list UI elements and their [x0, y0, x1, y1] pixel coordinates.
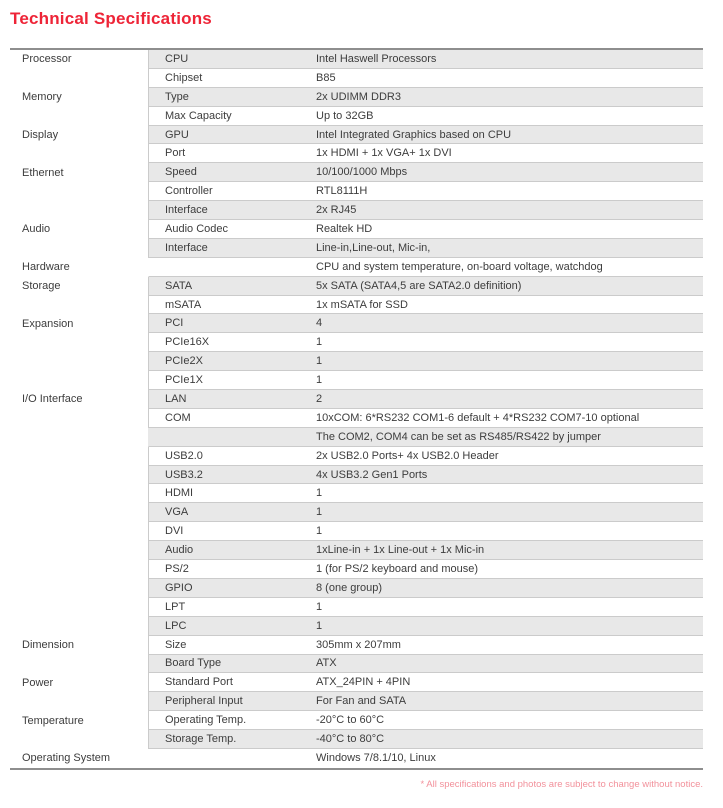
item-cell: VGA	[165, 506, 189, 519]
category-cell: Processor	[10, 50, 148, 69]
value-cell: 1xLine-in + 1x Line-out + 1x Mic-in	[316, 544, 485, 557]
row-detail	[148, 296, 703, 315]
value-cell: 1	[316, 487, 323, 500]
row-detail	[148, 201, 703, 220]
item-cell: PCIe2X	[165, 355, 203, 368]
row-detail	[148, 239, 703, 258]
row-detail	[148, 447, 703, 466]
row-detail	[148, 579, 703, 598]
item-cell: Interface	[165, 241, 208, 254]
row-detail	[148, 314, 703, 333]
item-cell: mSATA	[165, 298, 202, 311]
row-detail	[148, 503, 703, 522]
row-detail	[148, 636, 703, 655]
item-cell: PCIe1X	[165, 374, 203, 387]
category-cell	[10, 503, 148, 522]
item-cell: Port	[165, 147, 186, 160]
item-cell: SATA	[165, 279, 193, 292]
value-cell: 1x mSATA for SSD	[316, 298, 408, 311]
category-cell: Memory	[10, 88, 148, 107]
value-cell: CPU and system temperature, on-board voltage, watchdog	[316, 260, 603, 273]
value-cell: 10xCOM: 6*RS232 COM1-6 default + 4*RS232 COM7-10 optional	[316, 411, 640, 424]
table-row	[10, 107, 703, 126]
category-cell	[10, 466, 148, 485]
value-cell: 1	[316, 336, 323, 349]
category-cell: Ethernet	[10, 163, 148, 182]
category-cell: Display	[10, 126, 148, 145]
item-cell: PCIe16X	[165, 336, 210, 349]
value-cell: ATX_24PIN + 4PIN	[316, 676, 411, 689]
item-cell: Audio	[165, 544, 194, 557]
item-cell: USB3.2	[165, 468, 203, 481]
value-cell: -40°C to 80°C	[316, 733, 385, 745]
value-cell: 1	[316, 506, 323, 519]
value-cell: 1	[316, 374, 323, 387]
table-row	[10, 636, 703, 655]
value-cell: 305mm x 207mm	[316, 638, 401, 651]
table-row	[10, 541, 703, 560]
category-cell	[10, 730, 148, 749]
value-cell: 1	[316, 355, 323, 368]
item-cell: Size	[165, 638, 187, 651]
value-cell: ATX	[316, 657, 337, 670]
row-detail	[148, 333, 703, 352]
category-cell	[10, 371, 148, 390]
value-cell: 1	[316, 600, 323, 613]
value-cell: The COM2, COM4 can be set as RS485/RS422 by jumper	[316, 430, 601, 443]
value-cell: 2x RJ45	[316, 204, 357, 217]
table-row	[10, 466, 703, 485]
table-row	[10, 484, 703, 503]
row-detail	[148, 163, 703, 182]
table-row	[10, 182, 703, 201]
category-cell	[10, 428, 148, 447]
table-row	[10, 711, 703, 730]
item-cell: Controller	[165, 185, 213, 198]
spec-table-body	[10, 50, 703, 768]
value-cell: Up to 32GB	[316, 109, 374, 122]
category-cell	[10, 107, 148, 126]
value-cell: 8 (one group)	[316, 581, 383, 594]
table-row	[10, 522, 703, 541]
category-cell	[10, 69, 148, 88]
category-cell: Operating System	[10, 749, 148, 768]
table-row	[10, 579, 703, 598]
table-row	[10, 673, 703, 692]
row-detail	[148, 749, 703, 768]
value-cell: For Fan and SATA	[316, 695, 407, 708]
row-detail	[148, 673, 703, 692]
row-detail	[148, 484, 703, 503]
item-cell: GPU	[165, 128, 189, 141]
row-detail	[148, 126, 703, 145]
row-detail	[148, 50, 703, 69]
category-cell	[10, 560, 148, 579]
table-row	[10, 617, 703, 636]
category-cell: Dimension	[10, 636, 148, 655]
table-row	[10, 749, 703, 768]
table-row	[10, 314, 703, 333]
row-detail	[148, 560, 703, 579]
table-row	[10, 390, 703, 409]
category-cell: Hardware	[10, 258, 148, 277]
item-cell: CPU	[165, 52, 189, 65]
category-cell	[10, 144, 148, 163]
item-cell: Operating Temp.	[165, 714, 247, 727]
table-row	[10, 126, 703, 145]
row-detail	[148, 655, 703, 674]
row-detail	[148, 409, 703, 428]
table-row	[10, 88, 703, 107]
value-cell: 2x UDIMM DDR3	[316, 90, 401, 103]
row-detail	[148, 522, 703, 541]
category-cell	[10, 598, 148, 617]
category-cell: Expansion	[10, 314, 148, 333]
value-cell: Intel Integrated Graphics based on CPU	[316, 128, 512, 141]
value-cell: 5x SATA (SATA4,5 are SATA2.0 definition)	[316, 279, 522, 292]
item-cell: USB2.0	[165, 449, 203, 462]
value-cell: 2	[316, 392, 323, 405]
table-row	[10, 220, 703, 239]
row-detail	[148, 711, 703, 730]
item-cell: Standard Port	[165, 676, 233, 689]
item-cell: Peripheral Input	[165, 695, 243, 708]
item-cell: PS/2	[165, 562, 189, 575]
value-cell: 1x HDMI + 1x VGA+ 1x DVI	[316, 147, 452, 160]
row-detail	[148, 182, 703, 201]
row-detail	[148, 352, 703, 371]
value-cell: 1 (for PS/2 keyboard and mouse)	[316, 562, 479, 575]
value-cell: 2x USB2.0 Ports+ 4x USB2.0 Header	[316, 449, 499, 462]
item-cell: LPC	[165, 619, 187, 632]
item-cell: Audio Codec	[165, 222, 228, 235]
category-cell	[10, 484, 148, 503]
value-cell: Windows 7/8.1/10, Linux	[316, 752, 436, 765]
item-cell	[149, 749, 316, 768]
table-row	[10, 296, 703, 315]
table-row	[10, 239, 703, 258]
category-cell	[10, 182, 148, 201]
category-cell: Power	[10, 673, 148, 692]
category-cell: Audio	[10, 220, 148, 239]
category-cell	[10, 296, 148, 315]
row-detail	[148, 107, 703, 126]
category-cell	[10, 541, 148, 560]
table-row	[10, 258, 703, 277]
item-cell	[149, 428, 316, 446]
page-title: Technical Specifications	[10, 9, 212, 28]
table-row	[10, 201, 703, 220]
item-cell	[149, 258, 316, 276]
row-detail	[148, 88, 703, 107]
category-cell: I/O Interface	[10, 390, 148, 409]
category-cell	[10, 352, 148, 371]
value-cell: B85	[316, 71, 336, 84]
item-cell: PCI	[165, 317, 184, 330]
row-detail	[148, 390, 703, 409]
item-cell: HDMI	[165, 487, 194, 500]
value-cell: Intel Haswell Processors	[316, 52, 437, 65]
row-detail	[148, 692, 703, 711]
row-detail	[148, 541, 703, 560]
value-cell: RTL8111H	[316, 185, 368, 198]
table-row	[10, 333, 703, 352]
row-detail	[148, 466, 703, 485]
row-detail	[148, 617, 703, 636]
table-row	[10, 50, 703, 69]
item-cell: LPT	[165, 600, 186, 613]
footnote: * All specifications and photos are subject to change without notice.	[420, 778, 703, 790]
value-cell: 1	[316, 619, 323, 632]
table-row	[10, 409, 703, 428]
category-cell	[10, 409, 148, 428]
value-cell: Line-in,Line-out, Mic-in,	[316, 241, 431, 254]
row-detail	[148, 144, 703, 163]
item-cell: Storage Temp.	[165, 733, 237, 745]
table-row	[10, 503, 703, 522]
spec-table	[10, 48, 703, 770]
table-row	[10, 352, 703, 371]
item-cell: DVI	[165, 525, 184, 538]
item-cell: Type	[165, 90, 189, 103]
item-cell: LAN	[165, 392, 187, 405]
row-detail	[148, 428, 703, 447]
item-cell: Board Type	[165, 657, 222, 670]
table-row	[10, 163, 703, 182]
table-row	[10, 69, 703, 88]
item-cell: Interface	[165, 204, 208, 217]
category-cell: Temperature	[10, 711, 148, 730]
row-detail	[148, 371, 703, 390]
row-detail	[148, 220, 703, 239]
row-detail	[148, 598, 703, 617]
category-cell: Storage	[10, 277, 148, 296]
row-detail	[148, 277, 703, 296]
table-row	[10, 730, 703, 749]
row-detail	[148, 730, 703, 749]
category-cell	[10, 201, 148, 220]
row-detail	[148, 69, 703, 88]
category-cell	[10, 579, 148, 598]
table-row	[10, 598, 703, 617]
table-row	[10, 144, 703, 163]
category-cell	[10, 447, 148, 466]
row-detail	[148, 258, 703, 277]
table-row	[10, 447, 703, 466]
value-cell: 1	[316, 525, 323, 538]
value-cell: 10/100/1000 Mbps	[316, 166, 408, 179]
category-cell	[10, 692, 148, 711]
table-row	[10, 692, 703, 711]
item-cell: Chipset	[165, 71, 203, 84]
category-cell	[10, 617, 148, 636]
table-row	[10, 560, 703, 579]
category-cell	[10, 655, 148, 674]
table-row	[10, 371, 703, 390]
value-cell: 4x USB3.2 Gen1 Ports	[316, 468, 428, 481]
value-cell: Realtek HD	[316, 222, 373, 235]
item-cell: Speed	[165, 166, 197, 179]
item-cell: GPIO	[165, 581, 193, 594]
category-cell	[10, 239, 148, 258]
value-cell: -20°C to 60°C	[316, 714, 385, 727]
item-cell: Max Capacity	[165, 109, 232, 122]
category-cell	[10, 333, 148, 352]
item-cell: COM	[165, 411, 191, 424]
value-cell: 4	[316, 317, 323, 330]
category-cell	[10, 522, 148, 541]
table-row	[10, 655, 703, 674]
table-row	[10, 428, 703, 447]
table-row	[10, 277, 703, 296]
